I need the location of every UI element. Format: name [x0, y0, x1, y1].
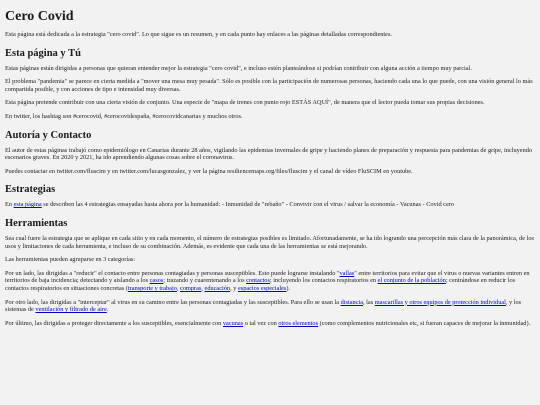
link-casos[interactable]: casos [149, 277, 164, 285]
link-distancia[interactable]: distancia [340, 298, 364, 306]
link-contactos[interactable]: contactos [246, 277, 270, 285]
paragraph: El problema "pandemia" se parece en cierta medida a "mover una mesa muy pesada". Sólo es posible con la participación de numerosas personas, haciendo cada una lo que puede, con una visión general lo más compartida posible, y con acciones de tipo e intensidad muy diversas. [5, 78, 533, 93]
paragraph: Esta página pretende contribuir con una cierta visión de conjunto. Una especie de "mapa de trenes con punto rojo ESTÁS AQUÍ", de manera que el lector pueda tomar sus propias decisiones. [5, 99, 485, 107]
page-title: Cero Covid [5, 9, 74, 24]
link-ventilacion[interactable]: ventilación y filtrado de aire [35, 306, 107, 314]
section-heading-estrategias: Estrategias [5, 184, 56, 196]
paragraph: En twitter, los hashtag son #cerocovid, #cerocovidespaña, #cerocovidcanarias y muchos otros. [5, 112, 243, 120]
link-vallas[interactable]: vallas [339, 269, 355, 277]
paragraph: Estas páginas están dirigidas a personas que quieran entender mejor la estrategia "cero covid", e incluso estén planteándose si podrían contribuir con alguna acción a tiempo muy parcial. [5, 64, 472, 72]
link-esta-pagina[interactable]: esta página [13, 201, 42, 209]
intro-paragraph: Esta página está dedicada a la estrategia "cero covid". Lo que sigue es un resumen, y en cada punto hay enlaces a las páginas detalladas correspondientes. [5, 31, 393, 38]
link-espacios-especiales[interactable]: espacios especiales [237, 284, 287, 292]
paragraph: El autor de estas páginas trabajó como epidemiólogo en Canarias durante 28 años, vigilando las epidemias invernales de gripe y haciendo planes de preparación y respuesta para pandemias de gripe, incluyendo escenarios graves. En 2020 y 2021, ha ido aprendiendo algunas cosas sobre el coronavirus. [5, 146, 533, 162]
link-mascarillas[interactable]: mascarillas y otros equipos de protección individual [374, 298, 506, 306]
paragraph: Puedes contactar en twitter.com/fluscim y en twitter.com/lucasgonzalez, y ver la página resiliencemaps.org/files/fluscim y el canal de vídeo FluSCIM en youtube. [5, 167, 413, 175]
paragraph: En esta página se describen las 4 estrategias ensayadas hasta ahora por la humanidad: - Inmunidad de "rebaño" - Convivir con el virus / salvar la economía - Vacunas - Covid cero [5, 201, 454, 209]
link-compras[interactable]: compras [180, 284, 202, 292]
section-heading-autoria: Autoría y Contacto [5, 129, 92, 141]
paragraph: Por un lado, las dirigidas a "reducir" el contacto entre personas contagiadas y personas susceptibles. Esto puede lograrse instalando "vallas" entre territorios para evitar que el virus o nuevas variantes entren en territorios de baja incidencia; detectando y aislando a los casos; trazando y cuarentenando a los contactos; incluyendo los contactos respiratorios en el conjunto de la población; centrándose en reducir los contactos respiratorios en situaciones concretas (transporte y trabajo, compras, educación, y espacios especiales). [5, 269, 530, 292]
section-heading-herramientas: Herramientas [5, 217, 68, 229]
link-conjunto-poblacion[interactable]: el conjunto de la población [377, 277, 446, 285]
paragraph: Las herramientas pueden agruparse en 3 categorías: [5, 256, 136, 264]
link-transporte-trabajo[interactable]: transporte y trabajo [127, 284, 177, 292]
paragraph: Por último, las dirigidas a proteger directamente a los susceptibles, esencialmente con vacunas o tal vez con otros elementos (como complementos nutricionales etc, si fueran capaces de mejorar la inmunidad). [5, 319, 531, 327]
link-otros-elementos[interactable]: otros elementos [278, 319, 319, 327]
paragraph: Sea cual fuere la estrategia que se aplique en cada sitio y en cada momento, el número de estrategias posibles es limitado. Afortunadamente, se ha ido logrando una percepción más clara de la panorámica, de los usos y limitaciones de cada herramienta, e incluso de su combinación. Además, es evidente que cada una de las herramientas se está mejorando. [5, 234, 534, 250]
link-vacunas[interactable]: vacunas [222, 319, 244, 327]
link-educacion[interactable]: educación [204, 284, 231, 292]
paragraph: Por otro lado, las dirigidas a "interceptar" al virus en su camino entre las personas contagiadas y las susceptibles. Para ello se usan la distancia, las mascarillas y otros equipos de protección individual, y los sistemas de ventilación y filtrado de aire. [5, 298, 522, 314]
section-heading-esta-pagina: Esta página y Tú [5, 47, 81, 59]
